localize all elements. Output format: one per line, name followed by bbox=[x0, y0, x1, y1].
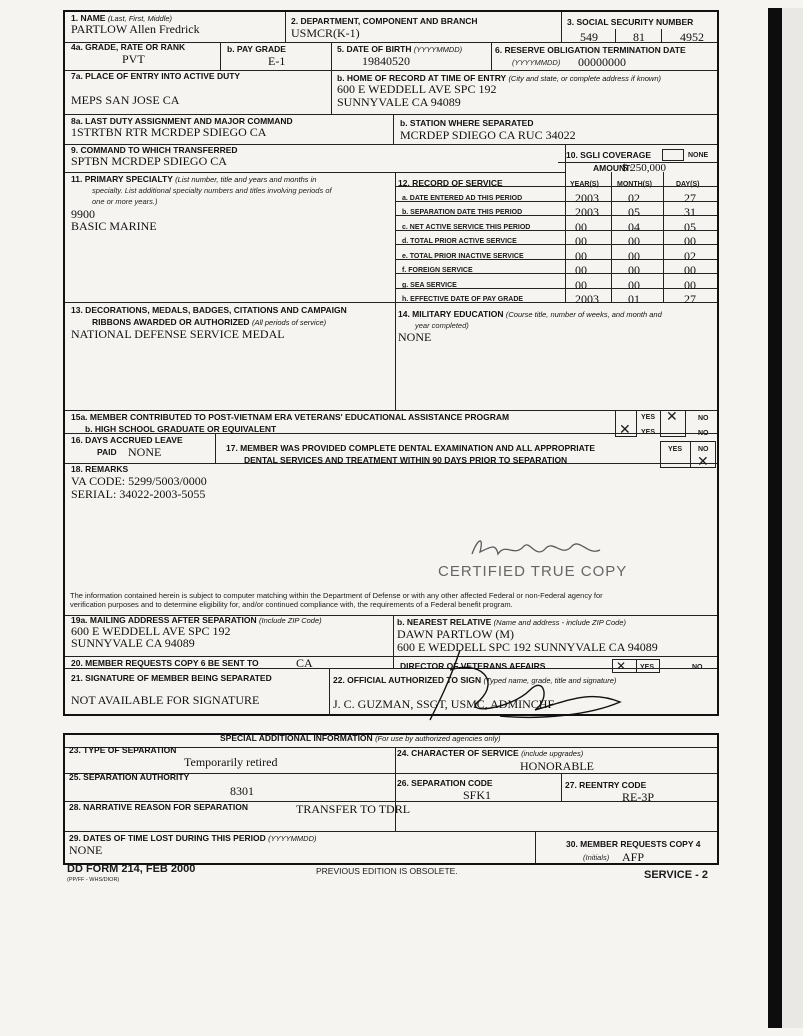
form-source: (PP/FF - WHS/DIOR) bbox=[67, 877, 120, 883]
field-30-label: 30. MEMBER REQUESTS COPY 4 bbox=[566, 839, 701, 849]
service-row-day: 00 bbox=[684, 234, 696, 248]
reentry-code-value: RE-3P bbox=[622, 790, 655, 804]
field-15a-label: 15a. MEMBER CONTRIBUTED TO POST-VIETNAM ERA VETERANS' EDUCATIONAL ASSISTANCE PROGRAM bbox=[71, 412, 510, 422]
field-30-hint: (Initials) bbox=[583, 853, 610, 862]
field-5-label: 5. DATE OF BIRTH (YYYYMMDD) bbox=[337, 44, 463, 54]
character-of-service-value: HONORABLE bbox=[520, 759, 594, 773]
service-row-month: 00 bbox=[628, 263, 640, 277]
service-row-year: 00 bbox=[575, 249, 587, 263]
decorations-value: NATIONAL DEFENSE SERVICE MEDAL bbox=[71, 327, 285, 341]
service-row-label: d. TOTAL PRIOR ACTIVE SERVICE bbox=[402, 238, 517, 245]
service-row-month: 01 bbox=[628, 292, 640, 306]
last-duty-value: 1STRTBN RTR MCRDEP SDIEGO CA bbox=[71, 125, 267, 139]
col-years: YEAR(S) bbox=[570, 181, 599, 188]
form-identifier: DD FORM 214, FEB 2000 bbox=[67, 863, 196, 875]
special-info-header: SPECIAL ADDITIONAL INFORMATION (For use by authorized agencies only) bbox=[220, 733, 501, 743]
service-row-year: 00 bbox=[575, 263, 587, 277]
field-17-label: 17. MEMBER WAS PROVIDED COMPLETE DENTAL EXAMINATION AND ALL APPROPRIATE bbox=[226, 443, 595, 453]
grade-value: PVT bbox=[122, 52, 145, 66]
ssn-part-3: 4952 bbox=[680, 30, 704, 44]
certified-true-copy-stamp: CERTIFIED TRUE COPY bbox=[438, 563, 628, 580]
scan-margin bbox=[782, 8, 803, 1028]
service-row-year: 00 bbox=[575, 278, 587, 292]
f20-yes: YES bbox=[640, 664, 655, 671]
field-17-label-2: DENTAL SERVICES AND TREATMENT WITHIN 90 DAYS PRIOR TO SEPARATION bbox=[244, 455, 568, 465]
copy-6-state: CA bbox=[296, 656, 313, 670]
member-signature-value: NOT AVAILABLE FOR SIGNATURE bbox=[71, 693, 260, 707]
service-row-day: 05 bbox=[684, 220, 696, 234]
f15a-no: NO bbox=[698, 415, 709, 422]
field-28-label: 28. NARRATIVE REASON FOR SEPARATION bbox=[69, 802, 248, 812]
home-record-line-1: 600 E WEDDELL AVE SPC 192 bbox=[337, 82, 497, 96]
field-11-label: 11. PRIMARY SPECIALTY (List number, title and years and months in bbox=[71, 174, 317, 184]
service-row-month: 00 bbox=[628, 234, 640, 248]
copy-designation: SERVICE - 2 bbox=[644, 869, 708, 881]
field-1-label: 1. NAME (Last, First, Middle) bbox=[71, 13, 173, 23]
separation-code-value: SFK1 bbox=[463, 788, 492, 802]
official-name-value: J. C. GUZMAN, SSGT, USMC, ADMINCHF bbox=[333, 697, 555, 711]
field-27-label: 27. REENTRY CODE bbox=[565, 780, 647, 790]
field-3-label: 3. SOCIAL SECURITY NUMBER bbox=[567, 17, 694, 27]
field-11-hint-2: specialty. List additional specialty numbers and titles involving periods of bbox=[92, 186, 332, 195]
sgli-none-label: NONE bbox=[688, 152, 709, 159]
service-row-year: 2003 bbox=[575, 191, 599, 205]
field-8b-label: b. STATION WHERE SEPARATED bbox=[400, 118, 534, 128]
director-va-label: DIRECTOR OF VETERANS AFFAIRS bbox=[400, 661, 546, 671]
narrative-reason-value: TRANSFER TO TDRL bbox=[296, 802, 411, 816]
service-row-label: h. EFFECTIVE DATE OF PAY GRADE bbox=[402, 296, 524, 303]
privacy-notice-2: verification purposes and to determine eligibility for, and/or continued compliance with, the requirements of a Federal benefit program. bbox=[70, 600, 513, 609]
military-education-value: NONE bbox=[398, 330, 432, 344]
service-row-day: 02 bbox=[684, 249, 696, 263]
f20-x-mark[interactable]: ✕ bbox=[616, 659, 627, 673]
scan-dark-edge bbox=[768, 8, 782, 1028]
service-row-label: b. SEPARATION DATE THIS PERIOD bbox=[402, 209, 523, 216]
separation-type-value: Temporarily retired bbox=[184, 755, 278, 769]
field-8a-label: 8a. LAST DUTY ASSIGNMENT AND MAJOR COMMAND bbox=[71, 116, 293, 126]
service-row-month: 02 bbox=[628, 191, 640, 205]
specialty-number: 9900 bbox=[71, 207, 95, 221]
field-20-label: 20. MEMBER REQUESTS COPY 6 BE SENT TO bbox=[71, 658, 259, 668]
remarks-line-1: VA CODE: 5299/5003/0000 bbox=[71, 474, 207, 488]
field-19b-label: b. NEAREST RELATIVE (Name and address - include ZIP Code) bbox=[397, 617, 626, 627]
copy-4-initials: AFP bbox=[622, 850, 645, 864]
col-days: DAY(S) bbox=[676, 181, 700, 188]
nearest-relative-line-2: 600 E WEDDELL SPC 192 SUNNYVALE CA 94089 bbox=[397, 640, 658, 654]
f15b-yes: YES bbox=[641, 429, 656, 436]
field-7a-label: 7a. PLACE OF ENTRY INTO ACTIVE DUTY bbox=[71, 71, 241, 81]
field-29-label: 29. DATES OF TIME LOST DURING THIS PERIOD (YYYYMMDD) bbox=[69, 833, 317, 843]
field-23-label: 23. TYPE OF SEPARATION bbox=[69, 745, 177, 755]
field-15b-label: b. HIGH SCHOOL GRADUATE OR EQUIVALENT bbox=[85, 424, 277, 434]
service-row-label: f. FOREIGN SERVICE bbox=[402, 267, 473, 274]
home-record-line-2: SUNNYVALE CA 94089 bbox=[337, 95, 461, 109]
service-row-year: 2003 bbox=[575, 205, 599, 219]
service-row-month: 00 bbox=[628, 249, 640, 263]
service-row-year: 00 bbox=[575, 220, 587, 234]
field-13-label-2: RIBBONS AWARDED OR AUTHORIZED (All periods of service) bbox=[92, 317, 327, 327]
field-16-paid: PAID bbox=[97, 447, 117, 457]
field-22-label: 22. OFFICIAL AUTHORIZED TO SIGN (Typed name, grade, title and signature) bbox=[333, 675, 617, 685]
nearest-relative-line-1: DAWN PARTLOW (M) bbox=[397, 627, 514, 641]
branch-value: USMCR(K-1) bbox=[291, 26, 360, 40]
specialty-title: BASIC MARINE bbox=[71, 219, 157, 233]
f15b-no: NO bbox=[698, 430, 709, 437]
field-10-label: 10. SGLI COVERAGE bbox=[566, 150, 652, 160]
field-14-hint-2: year completed) bbox=[415, 321, 469, 330]
service-row-day: 00 bbox=[684, 263, 696, 277]
accrued-leave-value: NONE bbox=[128, 445, 162, 459]
separation-authority-value: 8301 bbox=[230, 784, 254, 798]
mailing-line-2: SUNNYVALE CA 94089 bbox=[71, 636, 195, 650]
official-signature bbox=[420, 640, 640, 730]
mailing-line-1: 600 E WEDDELL AVE SPC 192 bbox=[71, 624, 231, 638]
f15a-x-mark[interactable]: ✕ bbox=[666, 409, 678, 425]
field-19a-label: 19a. MAILING ADDRESS AFTER SEPARATION (Include ZIP Code) bbox=[71, 615, 322, 625]
sgli-amount-value: $ 250,000 bbox=[622, 162, 666, 174]
sgli-none-box[interactable] bbox=[662, 149, 684, 161]
service-row-label: a. DATE ENTERED AD THIS PERIOD bbox=[402, 195, 523, 202]
field-2-label: 2. DEPARTMENT, COMPONENT AND BRANCH bbox=[291, 16, 478, 26]
field-12-label: 12. RECORD OF SERVICE bbox=[398, 178, 503, 188]
service-row-day: 31 bbox=[684, 205, 696, 219]
service-row-day: 27 bbox=[684, 191, 696, 205]
dob-value: 19840520 bbox=[362, 54, 410, 68]
field-4a-label: 4a. GRADE, RATE OR RANK bbox=[71, 42, 186, 52]
remarks-line-2: SERIAL: 34022-2003-5055 bbox=[71, 487, 206, 501]
pay-grade-value: E-1 bbox=[268, 54, 286, 68]
field-6-hint: (YYYYMMDD) bbox=[512, 58, 561, 67]
f17-yes: YES bbox=[668, 446, 683, 453]
service-row-label: g. SEA SERVICE bbox=[402, 282, 457, 289]
field-21-label: 21. SIGNATURE OF MEMBER BEING SEPARATED bbox=[71, 673, 272, 683]
field-4b-label: b. PAY GRADE bbox=[227, 44, 286, 54]
f20-no: NO bbox=[692, 664, 703, 671]
command-transferred-value: SPTBN MCRDEP SDIEGO CA bbox=[71, 154, 227, 168]
ssn-part-1: 549 bbox=[580, 30, 598, 44]
service-row-label: e. TOTAL PRIOR INACTIVE SERVICE bbox=[402, 253, 524, 260]
service-row-month: 00 bbox=[628, 278, 640, 292]
f17-no: NO bbox=[698, 446, 709, 453]
reserve-termination-value: 00000000 bbox=[578, 55, 626, 69]
service-row-year: 00 bbox=[575, 234, 587, 248]
field-9-label: 9. COMMAND TO WHICH TRANSFERRED bbox=[71, 145, 238, 155]
service-row-label: c. NET ACTIVE SERVICE THIS PERIOD bbox=[402, 224, 531, 231]
f17-x-mark[interactable]: ✕ bbox=[697, 454, 709, 470]
field-13-label: 13. DECORATIONS, MEDALS, BADGES, CITATIONS AND CAMPAIGN bbox=[71, 305, 347, 315]
ssn-part-2: 81 bbox=[633, 30, 645, 44]
field-11-hint-3: one or more years.) bbox=[92, 197, 158, 206]
service-row-month: 04 bbox=[628, 220, 640, 234]
field-24-label: 24. CHARACTER OF SERVICE (include upgrades) bbox=[397, 748, 584, 758]
f15b-x-mark[interactable]: ✕ bbox=[619, 422, 631, 438]
field-16-label: 16. DAYS ACCRUED LEAVE bbox=[71, 435, 183, 445]
f15a-yes: YES bbox=[641, 414, 656, 421]
field-7b-label: b. HOME OF RECORD AT TIME OF ENTRY (City and state, or complete address if known) bbox=[337, 73, 662, 83]
field-26-label: 26. SEPARATION CODE bbox=[397, 778, 493, 788]
service-row-day: 27 bbox=[684, 292, 696, 306]
service-row-month: 05 bbox=[628, 205, 640, 219]
obsolete-notice: PREVIOUS EDITION IS OBSOLETE. bbox=[316, 866, 458, 876]
time-lost-value: NONE bbox=[69, 843, 103, 857]
service-row-year: 2003 bbox=[575, 292, 599, 306]
service-row-day: 00 bbox=[684, 278, 696, 292]
sgli-amount-label: AMOUNT: bbox=[593, 163, 633, 173]
field-18-label: 18. REMARKS bbox=[71, 464, 129, 474]
name-value: PARTLOW Allen Fredrick bbox=[71, 22, 200, 36]
field-14-label: 14. MILITARY EDUCATION (Course title, number of weeks, and month and bbox=[398, 309, 662, 319]
col-months: MONTH(S) bbox=[617, 181, 652, 188]
station-separated-value: MCRDEP SDIEGO CA RUC 34022 bbox=[400, 128, 576, 142]
privacy-notice-1: The information contained herein is subject to computer matching within the Department of Defense or with any other affected Federal or non-Federal agency for bbox=[70, 591, 603, 600]
entry-place-value: MEPS SAN JOSE CA bbox=[71, 93, 180, 107]
field-6-label: 6. RESERVE OBLIGATION TERMINATION DATE bbox=[495, 45, 686, 55]
field-25-label: 25. SEPARATION AUTHORITY bbox=[69, 772, 190, 782]
